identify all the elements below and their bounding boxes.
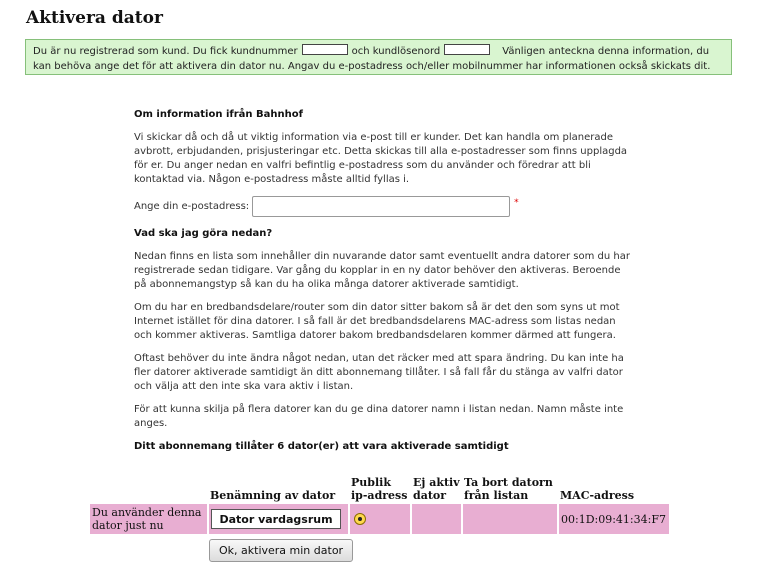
customer-number-field xyxy=(302,44,348,55)
submit-spacer xyxy=(90,536,207,562)
email-label: Ange din e-postadress: xyxy=(134,200,250,212)
header-remove: Ta bort datorn från listan xyxy=(464,476,553,502)
header-empty xyxy=(90,476,207,502)
computer-name-input[interactable] xyxy=(211,509,341,529)
email-input[interactable] xyxy=(252,196,510,217)
notice-text-1: Du är nu registrerad som kund. Du fick kundnummer xyxy=(33,46,298,57)
current-computer-label: Du använder denna dator just nu xyxy=(90,504,207,534)
info-paragraph: Vi skickar då och då ut viktig information via e-post till er kunder. Det kan handla om planerade avbrott, erbjudanden, prisjusteringar etc. Detta skickas till alla e-postadresser som finns upplagda för er. Du anger nedan en valfri befintlig e-postadress som du använder och föredrar att bli kontaktad via. Någon e-postadress måste alltid fyllas i. xyxy=(134,132,628,185)
header-inactive: Ej aktiv dator xyxy=(413,476,460,502)
table-header-row xyxy=(90,476,669,502)
table-row xyxy=(90,504,669,534)
public-ip-radio[interactable] xyxy=(354,513,366,525)
submit-row xyxy=(90,536,669,562)
customer-password-field xyxy=(444,44,490,55)
public-ip-cell xyxy=(350,504,410,534)
help-paragraph-4: För att kunna skilja på flera datorer kan du ge dina datorer namn i listan nedan. Namn måste inte anges. xyxy=(134,404,624,429)
name-cell xyxy=(209,504,348,534)
info-heading: Om information ifrån Bahnhof xyxy=(134,109,303,120)
mac-address: 00:1D:09:41:34:F7 xyxy=(559,504,669,534)
help-paragraph-2: Om du har en bredbandsdelare/router som din dator sitter bakom så är det den som syns ut mot Internet istället för dina datorer. I så fall är det bredbandsdelarens MAC-adress som listas nedan och kommer aktiveras. Samtliga datorer bakom bredbandsdelaren kommer därmed att fungera. xyxy=(134,302,620,341)
required-mark: * xyxy=(514,198,519,208)
help-paragraph-3: Oftast behöver du inte ändra något nedan, utan det räcker med att spara ändring. Du kan inte ha fler datorer aktiverade samtidigt än ditt abonnemang tillåter. I så fall får du stänga av valfri dator och välja att den inte ska vara aktiv i listan. xyxy=(134,353,624,392)
notice-text-2: och kundlösenord xyxy=(351,46,441,57)
computer-table-wrap xyxy=(88,474,671,564)
email-row xyxy=(134,196,634,217)
inactive-cell xyxy=(412,504,461,534)
registration-notice xyxy=(25,39,732,75)
header-name: Benämning av dator xyxy=(210,489,336,502)
limit-text: Ditt abonnemang tillåter 6 dator(er) att vara aktiverade samtidigt xyxy=(134,441,509,452)
computer-table xyxy=(88,474,671,564)
submit-cell xyxy=(209,536,669,562)
remove-cell xyxy=(463,504,557,534)
help-heading: Vad ska jag göra nedan? xyxy=(134,228,273,239)
header-public-ip: Publik ip-adress xyxy=(351,476,408,502)
help-paragraph-1: Nedan finns en lista som innehåller din nuvarande dator samt eventuellt andra datorer som du har registrerade sedan tidigare. Var gång du kopplar in en ny dator behöver den aktiveras. Beroende på abonnemangstyp så kan du ha olika många datorer aktiverade samtidigt. xyxy=(134,251,630,290)
activate-button[interactable]: Ok, aktivera min dator xyxy=(209,539,353,562)
page-title: Aktivera dator xyxy=(26,8,163,28)
header-mac: MAC-adress xyxy=(560,489,635,502)
main-content xyxy=(134,108,634,463)
notice-text-3: Vänligen anteckna denna information, du kan behöva ange det för att aktivera din dator nu. Angav du e-postadress och/eller mobilnummer har informationen också skickats dit. xyxy=(33,46,711,72)
